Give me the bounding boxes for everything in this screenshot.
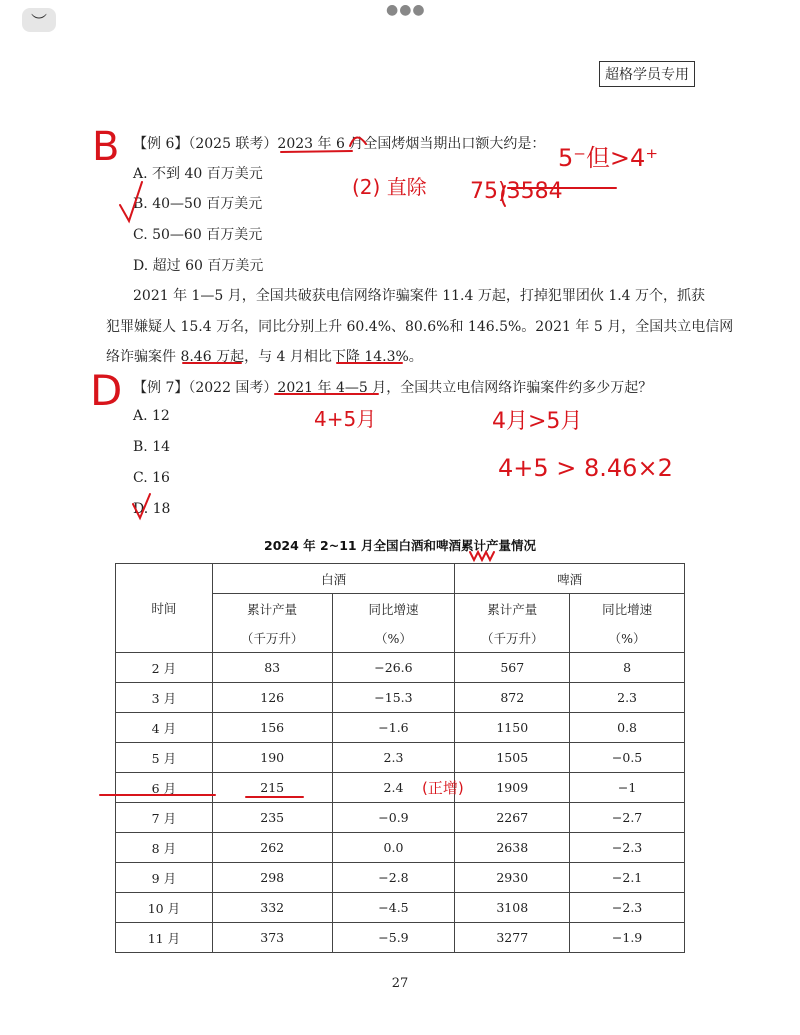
month-cell: 6 月 bbox=[116, 773, 213, 803]
hw-answer-q6: B bbox=[92, 124, 120, 170]
month-cell: 8 月 bbox=[116, 833, 213, 863]
pijiu-growth-cell: −1 bbox=[570, 773, 685, 803]
q7-option-b: B. 14 bbox=[133, 439, 171, 455]
division-bracket bbox=[502, 186, 505, 206]
pijiu-output-cell: 872 bbox=[455, 683, 570, 713]
baijiu-output-cell: 298 bbox=[212, 863, 332, 893]
q7-option-a: A. 12 bbox=[133, 408, 170, 424]
baijiu-growth-cell: 2.3 bbox=[332, 743, 455, 773]
header-badge: 超格学员专用 bbox=[599, 61, 695, 87]
baijiu-growth-unit: （%） bbox=[332, 623, 455, 653]
baijiu-growth-cell: −0.9 bbox=[332, 803, 455, 833]
pijiu-output-cell: 3108 bbox=[455, 893, 570, 923]
passage-line-2: 犯罪嫌疑人 15.4 万名，同比分别上升 60.4%、80.6%和 146.5%。2021 年 5 月，全国共立电信网 bbox=[106, 319, 734, 335]
month-cell: 5 月 bbox=[116, 743, 213, 773]
pijiu-output-cell: 1505 bbox=[455, 743, 570, 773]
pijiu-output-cell: 1150 bbox=[455, 713, 570, 743]
hw-answer-q7: D bbox=[90, 366, 123, 415]
time-header: 时间 bbox=[116, 564, 213, 653]
table-title: 2024 年 2~11 月全国白酒和啤酒累计产量情况 bbox=[264, 538, 536, 553]
more-dots-icon[interactable]: ●●● bbox=[386, 2, 426, 18]
baijiu-growth-cell: −1.6 bbox=[332, 713, 455, 743]
pijiu-output-cell: 2638 bbox=[455, 833, 570, 863]
table-row bbox=[116, 923, 685, 953]
pijiu-growth-cell: 2.3 bbox=[570, 683, 685, 713]
hw-note-q7-b: 4月>5月 bbox=[492, 409, 583, 434]
pijiu-growth-cell: −2.3 bbox=[570, 893, 685, 923]
baijiu-output-cell: 373 bbox=[212, 923, 332, 953]
baijiu-output-cell: 156 bbox=[212, 713, 332, 743]
pijiu-output-header: 累计产量 bbox=[455, 594, 570, 624]
hw-note-q6-a: 5⁻但>4⁺ bbox=[558, 144, 658, 172]
baijiu-growth-cell: 2.4 bbox=[332, 773, 455, 803]
month-cell: 3 月 bbox=[116, 683, 213, 713]
month-cell: 11 月 bbox=[116, 923, 213, 953]
baijiu-output-cell: 126 bbox=[212, 683, 332, 713]
table-row bbox=[116, 893, 685, 923]
q7-prompt: 【例 7】（2022 国考）2021 年 4—5 月，全国共立电信网络诈骗案件约多少万起？ bbox=[133, 380, 653, 396]
pijiu-output-cell: 2930 bbox=[455, 863, 570, 893]
baijiu-growth-cell: −2.8 bbox=[332, 863, 455, 893]
pijiu-growth-cell: −2.1 bbox=[570, 863, 685, 893]
baijiu-growth-header: 同比增速 bbox=[332, 594, 455, 624]
baijiu-output-cell: 332 bbox=[212, 893, 332, 923]
pijiu-output-cell: 567 bbox=[455, 653, 570, 683]
table-row bbox=[116, 683, 685, 713]
hw-note-q6-c: 75)3584 bbox=[470, 179, 563, 204]
baijiu-output-cell: 83 bbox=[212, 653, 332, 683]
table-row bbox=[116, 803, 685, 833]
month-cell: 7 月 bbox=[116, 803, 213, 833]
baijiu-output-cell: 262 bbox=[212, 833, 332, 863]
passage-line-1: 2021 年 1—5 月，全国共破获电信网络诈骗案件 11.4 万起，打掉犯罪团伙 1.4 万个，抓获 bbox=[133, 288, 706, 304]
hw-note-q7-a: 4+5月 bbox=[314, 407, 377, 431]
baijiu-growth-cell: −5.9 bbox=[332, 923, 455, 953]
baijiu-output-cell: 235 bbox=[212, 803, 332, 833]
pijiu-output-cell: 1909 bbox=[455, 773, 570, 803]
q6-option-d: D. 超过 60 百万美元 bbox=[133, 258, 264, 274]
pijiu-growth-cell: 8 bbox=[570, 653, 685, 683]
collapse-button[interactable] bbox=[22, 8, 56, 32]
baijiu-output-header: 累计产量 bbox=[212, 594, 332, 624]
baijiu-growth-cell: 0.0 bbox=[332, 833, 455, 863]
table-row bbox=[116, 743, 685, 773]
pijiu-growth-cell: −0.5 bbox=[570, 743, 685, 773]
hw-note-q6-b: (2) 直除 bbox=[352, 175, 427, 199]
pijiu-growth-cell: −2.7 bbox=[570, 803, 685, 833]
q6-option-b: B. 40—50 百万美元 bbox=[133, 196, 263, 212]
baijiu-growth-cell: −4.5 bbox=[332, 893, 455, 923]
table-row bbox=[116, 833, 685, 863]
q6-prompt: 【例 6】（2025 联考）2023 年 6 月全国烤烟当期出口额大约是： bbox=[133, 136, 546, 152]
table-row bbox=[116, 653, 685, 683]
chevron-down-icon: ︶ bbox=[30, 11, 47, 31]
pijiu-output-cell: 2267 bbox=[455, 803, 570, 833]
page-number: 27 bbox=[391, 976, 409, 991]
passage-line-3: 络诈骗案件 8.46 万起，与 4 月相比下降 14.3%。 bbox=[106, 349, 423, 365]
hw-note-q7-c: 4+5 > 8.46×2 bbox=[498, 454, 673, 482]
baijiu-growth-cell: −26.6 bbox=[332, 653, 455, 683]
pijiu-group-header: 啤酒 bbox=[455, 564, 685, 594]
pijiu-growth-header: 同比增速 bbox=[570, 594, 685, 624]
pijiu-growth-cell: −1.9 bbox=[570, 923, 685, 953]
baijiu-output-unit: （千万升） bbox=[212, 623, 332, 653]
baijiu-growth-cell: −15.3 bbox=[332, 683, 455, 713]
baijiu-group-header: 白酒 bbox=[212, 564, 455, 594]
table-row bbox=[116, 713, 685, 743]
q7-option-c: C. 16 bbox=[133, 470, 170, 486]
baijiu-output-cell: 190 bbox=[212, 743, 332, 773]
table-row bbox=[116, 773, 685, 803]
month-cell: 4 月 bbox=[116, 713, 213, 743]
data-table bbox=[115, 563, 685, 953]
table-row bbox=[116, 863, 685, 893]
q6-option-c: C. 50—60 百万美元 bbox=[133, 227, 263, 243]
q7-option-d: D. 18 bbox=[133, 501, 171, 517]
pijiu-output-unit: （千万升） bbox=[455, 623, 570, 653]
q6-option-a: A. 不到 40 百万美元 bbox=[133, 166, 263, 182]
pijiu-growth-cell: −2.3 bbox=[570, 833, 685, 863]
hw-note-table: (正增) bbox=[422, 779, 464, 797]
month-cell: 10 月 bbox=[116, 893, 213, 923]
pijiu-growth-unit: （%） bbox=[570, 623, 685, 653]
month-cell: 9 月 bbox=[116, 863, 213, 893]
baijiu-output-cell: 215 bbox=[212, 773, 332, 803]
pijiu-growth-cell: 0.8 bbox=[570, 713, 685, 743]
month-cell: 2 月 bbox=[116, 653, 213, 683]
pijiu-output-cell: 3277 bbox=[455, 923, 570, 953]
